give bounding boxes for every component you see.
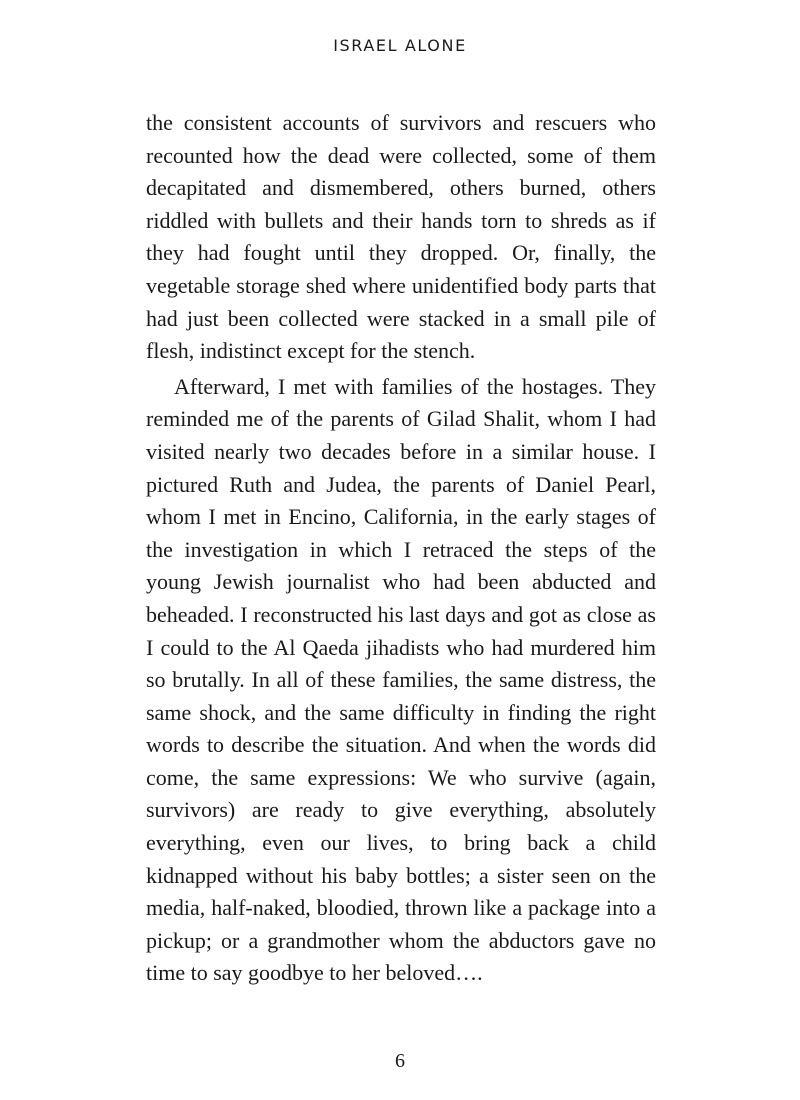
page-number: 6: [395, 1050, 405, 1072]
paragraph-continued: the consistent accounts of survivors and rescuers who recounted how the dead were collected, some of them decapitated and dismembered, others burned, others riddled with bullets and their hands torn to shreds as if they had fought until they dropped. Or, finally, the vegetable storage shed where unidentified body parts that had just been collected were stacked in a small pile of flesh, indistinct except for the stench.: [146, 110, 656, 364]
running-header-title: ISRAEL ALONE: [333, 36, 467, 55]
body-text: [146, 107, 656, 990]
paragraph-afterward: Afterward, I met with families of the hostages. They reminded me of the parents of Gilad Shalit, whom I had visited nearly two decades before in a similar house. I pictured Ruth and Judea, the parents of Daniel Pearl, whom I met in Encino, California, in the early stages of the investigation in which I retraced the steps of the young Jewish journalist who had been abducted and beheaded. I reconstructed his last days and got as close as I could to the Al Qaeda jihadists who had murdered him so brutally. In all of these families, the same distress, the same shock, and the same difficulty in finding the right words to describe the situation. And when the words did come, the same expressions: We who survive (again, survivors) are ready to give everything, absolutely everything, even our lives, to bring back a child kidnapped without his baby bottles; a sister seen on the media, half-naked, bloodied, thrown like a package into a pickup; or a grandmother whom the abductors gave no time to say goodbye to her beloved….: [146, 373, 656, 986]
